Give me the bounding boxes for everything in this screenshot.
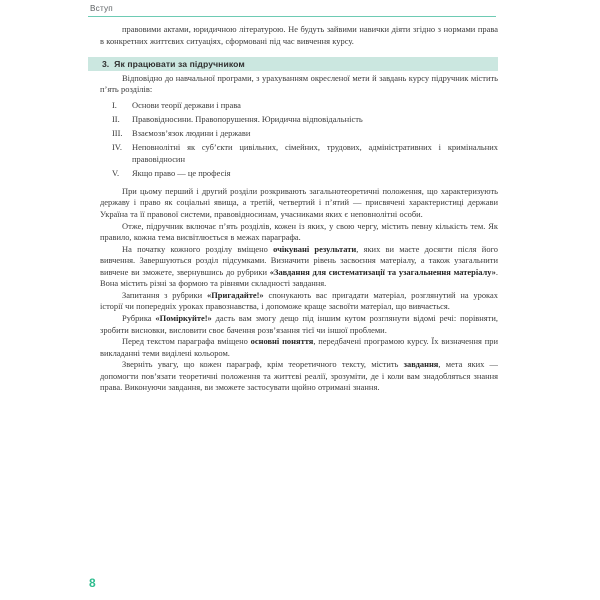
body-text: При цьому перший і другий розділи розкривають загальнотеоретичні положення, що характеризують державу і право як соціальні явища, а третій, четвертий і п’ятий — присвячені характеристиці держави Україна та її правової системи, правовідносинам, учасниками яких є неповнолітні особи. bbox=[100, 185, 498, 220]
chapter-list-item bbox=[100, 128, 498, 140]
emphasis-text: «Пригадайте!» bbox=[206, 289, 264, 300]
text-column bbox=[100, 24, 498, 394]
body-text: На початку кожного розділу вміщено bbox=[122, 243, 274, 254]
chapter-text: Основи теорії держави і права bbox=[132, 99, 241, 110]
emphasis-text: очікувані результати bbox=[273, 243, 357, 254]
running-head bbox=[88, 3, 498, 17]
body-text: . Вона містить різні за формою та рівнями складності завдання. bbox=[100, 266, 498, 289]
body-text: , мета яких — допомогти пов’язати теоретичні положення та життєві реалії, зрозуміти, де і коли вам знадобляться знання права. Виконуючи завдання, ви зможете застосувати щойно отримані знання. bbox=[100, 359, 498, 393]
running-head-rule bbox=[88, 16, 496, 18]
chapter-list bbox=[100, 100, 498, 180]
para-think-rubric bbox=[100, 313, 498, 336]
para-structure bbox=[100, 221, 498, 244]
chapter-text: Якщо право — це професія bbox=[132, 167, 231, 178]
chapter-list-item bbox=[100, 168, 498, 180]
emphasis-text: «Завдання для систематизації та узагальнення матеріалу» bbox=[269, 266, 496, 277]
para-recall-rubric bbox=[100, 290, 498, 313]
emphasis-text: основні поняття bbox=[250, 336, 314, 347]
chapter-numeral: I. bbox=[112, 99, 117, 110]
chapter-numeral: IV. bbox=[112, 142, 122, 153]
body-text: , яких ви маєте досягти після його вивчення. Завершуються розділ підсумками. Визначити рівень засвоєння матеріалу, а також узагальнити вивчене ви зможете, звернувшись до рубрики bbox=[100, 243, 499, 277]
lead-paragraph: Відповідно до навчальної програми, з урахуванням окресленої мети й завдань курсу підручник містить п’ять розділів: bbox=[100, 72, 498, 95]
para-expected-results bbox=[100, 244, 498, 290]
emphasis-text: «Поміркуйте!» bbox=[155, 312, 212, 323]
para-chapters-overview bbox=[100, 186, 498, 221]
chapter-list-item bbox=[100, 100, 498, 112]
chapter-list-item bbox=[100, 142, 498, 165]
chapter-text: Взаємозв’язок людини і держави bbox=[132, 127, 251, 138]
page-number: 8 bbox=[89, 576, 96, 590]
body-text: дасть вам змогу дещо під іншим кутом розглянути відомі речі: порівняти, зробити висновки, висловити своє бачення розв’язання тієї чи іншої проблеми. bbox=[100, 312, 498, 335]
para-tasks bbox=[100, 359, 498, 394]
body-text: Рубрика bbox=[122, 312, 156, 323]
section-number: 3. bbox=[102, 58, 110, 69]
body-text: , передбачені програмою курсу. Їх визначення при викладанні теми виділені кольором. bbox=[100, 336, 499, 358]
para-key-concepts bbox=[100, 336, 498, 359]
body-text: Отже, підручник включає п’ять розділів, кожен із яких, у свою чергу, містить певну кількість тем. Як правило, кожна тема висвітлюється в межах параграфа. bbox=[100, 220, 498, 243]
running-head-label: Вступ bbox=[90, 4, 113, 13]
chapter-numeral: II. bbox=[112, 113, 120, 124]
body-text: Запитання з рубрики bbox=[122, 289, 207, 300]
intro-paragraph: правовими актами, юридичною літературою. Не будуть зайвими навички діяти згідно з нормами права в конкретних життєвих ситуаціях, сформовані під час вивчення курсу. bbox=[100, 24, 498, 46]
body-text: Перед текстом параграфа вміщено bbox=[122, 336, 251, 347]
chapter-text: Неповнолітні як суб’єкти цивільних, сімейних, трудових, адміністративних і кримінальних правовідносин bbox=[132, 142, 498, 164]
section-title: Як працювати за підручником bbox=[114, 58, 245, 69]
body-text: Зверніть увагу, що кожен параграф, крім теоретичного тексту, містить bbox=[122, 359, 404, 370]
chapter-numeral: V. bbox=[112, 167, 120, 178]
chapter-list-item bbox=[100, 114, 498, 126]
body-text: спонукають вас пригадати матеріал, розглянутий на уроках історії чи попередніх уроках правознавства, і допоможе краще засвоїти матеріал, що вивчається. bbox=[100, 289, 498, 312]
chapter-numeral: III. bbox=[112, 127, 123, 138]
body-paragraphs bbox=[100, 186, 498, 394]
section-heading-band bbox=[88, 57, 498, 72]
chapter-text: Правовідносини. Правопорушення. Юридична відповідальність bbox=[132, 113, 363, 124]
emphasis-text: завдання bbox=[403, 359, 439, 370]
